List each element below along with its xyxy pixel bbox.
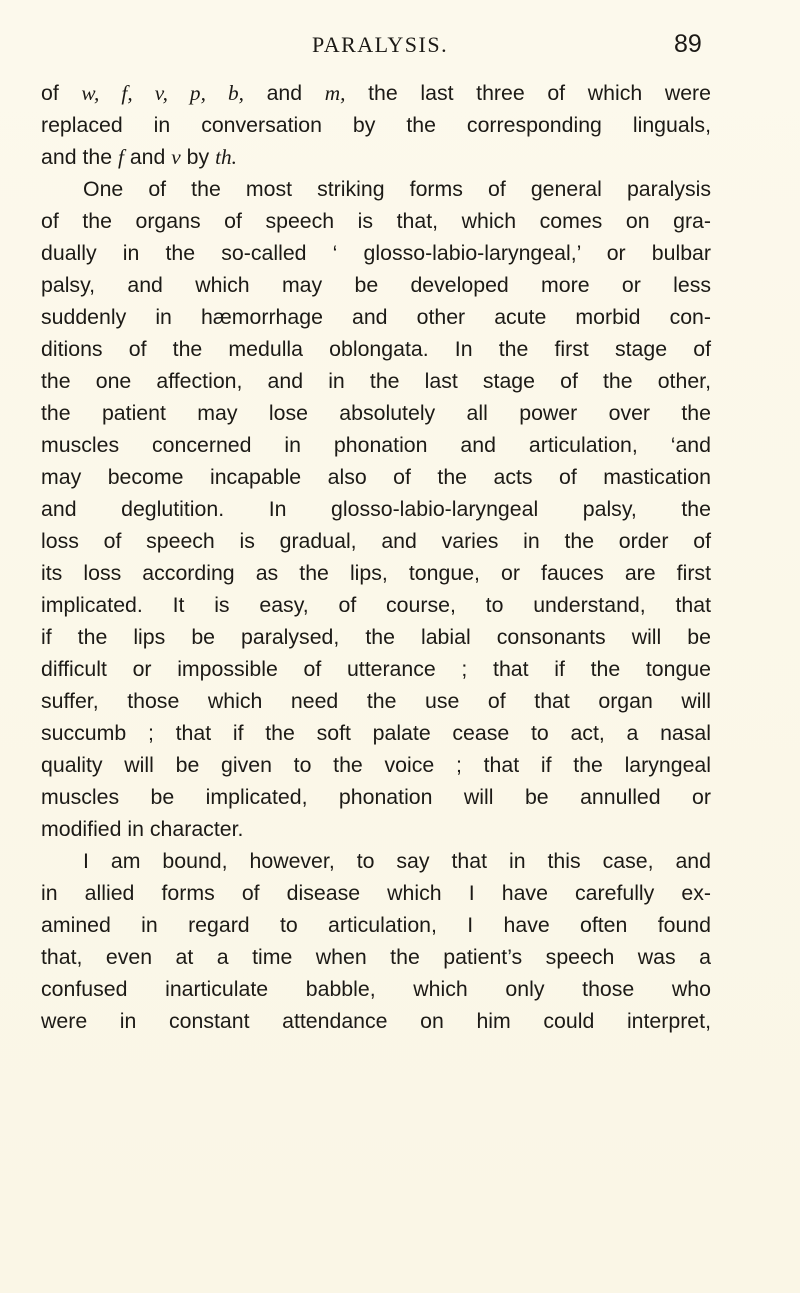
text-line: and the f and v by th.: [41, 145, 237, 169]
text-line: palsy, and which may be developed more or less: [41, 273, 711, 297]
text-line: amined in regard to articulation, I have often found: [41, 913, 711, 937]
text-line: of the organs of speech is that, which comes on gra-: [41, 209, 711, 233]
italic-run: w, f, v, p, b,: [81, 81, 244, 105]
text-line: dually in the so-called ‘ glosso-labio-laryngeal,’ or bulbar: [41, 241, 711, 265]
text-line: the one affection, and in the last stage of the other,: [41, 369, 711, 393]
text-line: its loss according as the lips, tongue, or fauces are first: [41, 561, 711, 585]
text-line: in allied forms of disease which I have carefully ex-: [41, 881, 711, 905]
text-line: loss of speech is gradual, and varies in the order of: [41, 529, 711, 553]
text-line: muscles be implicated, phonation will be annulled or: [41, 785, 711, 809]
text-line: quality will be given to the voice ; that if the laryngeal: [41, 753, 711, 777]
text-line: suffer, those which need the use of that organ will: [41, 689, 711, 713]
italic-run: th.: [215, 145, 237, 169]
text-line: ditions of the medulla oblongata. In the first stage of: [41, 337, 711, 361]
text-line: replaced in conversation by the corresponding linguals,: [41, 113, 711, 137]
text-line: if the lips be paralysed, the labial consonants will be: [41, 625, 711, 649]
text-line: confused inarticulate babble, which only those who: [41, 977, 711, 1001]
page-number: 89: [674, 30, 702, 58]
text-line: modified in character.: [41, 817, 244, 841]
text-line: difficult or impossible of utterance ; that if the tongue: [41, 657, 711, 681]
text-line: implicated. It is easy, of course, to understand, that: [41, 593, 711, 617]
text-line: of w, f, v, p, b, and m, the last three of which were: [41, 81, 711, 105]
paragraph-start-line: One of the most striking forms of general paralysis: [83, 177, 711, 201]
text-line: may become incapable also of the acts of mastication: [41, 465, 711, 489]
text-line: suddenly in hæmorrhage and other acute morbid con-: [41, 305, 711, 329]
text-line: were in constant attendance on him could interpret,: [41, 1009, 711, 1033]
running-title: PARALYSIS.: [312, 32, 449, 57]
running-head: [0, 30, 800, 64]
italic-run: f: [117, 145, 124, 169]
text-line: that, even at a time when the patient’s speech was a: [41, 945, 711, 969]
text-line: the patient may lose absolutely all power over the: [41, 401, 711, 425]
paragraph-start-line: I am bound, however, to say that in this case, and: [83, 849, 711, 873]
body-text: [41, 77, 711, 1037]
italic-run: m,: [324, 81, 346, 105]
text-line: succumb ; that if the soft palate cease to act, a nasal: [41, 721, 711, 745]
text-line: and deglutition. In glosso-labio-laryngeal palsy, the: [41, 497, 711, 521]
text-line: muscles concerned in phonation and articulation, ‘and: [41, 433, 711, 457]
italic-run: v: [171, 145, 181, 169]
